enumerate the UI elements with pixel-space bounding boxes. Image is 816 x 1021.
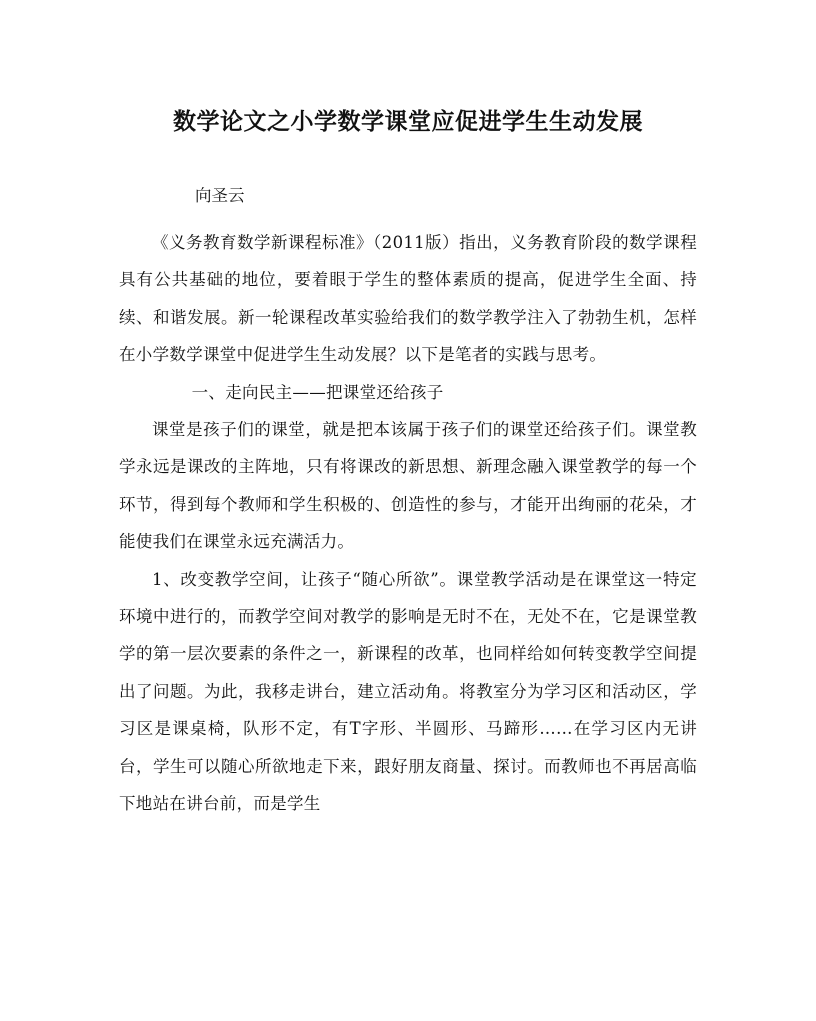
section-heading-1: 一、走向民主——把课堂还给孩子 [191, 382, 444, 402]
author-name: 向圣云 [195, 186, 245, 205]
document-body [119, 224, 697, 823]
paragraph-point-1: 1、改变教学空间，让孩子“随心所欲”。课堂教学活动是在课堂这一特定环境中进行的，而教学空间对教学的影响是无时不在，无处不在，它是课堂教学的第一层次要素的条件之一，新课程的改革，也同样给如何转变教学空间提出了问题。为此，我移走讲台，建立活动角。将教室分为学习区和活动区，学习区是课桌椅，队形不定，有T字形、半圆形、马蹄形……在学习区内无讲台，学生可以随心所欲地走下来，跟好朋友商量、探讨。而教师也不再居高临下地站在讲台前，而是学生 [119, 569, 697, 814]
document-title: 数学论文之小学数学课堂应促进学生生动发展 [173, 108, 643, 135]
paragraph-section-1: 课堂是孩子们的课堂，就是把本该属于孩子们的课堂还给孩子们。课堂教学永远是课改的主阵地，只有将课改的新思想、新理念融入课堂教学的每一个环节，得到每个教师和学生积极的、创造性的参与，才能开出绚丽的花朵，才能使我们在课堂永远充满活力。 [119, 420, 697, 552]
paragraph-intro: 《义务教育数学新课程标准》（2011版）指出，义务教育阶段的数学课程具有公共基础的地位，要着眼于学生的整体素质的提高，促进学生全面、持续、和谐发展。新一轮课程改革实验给我们的数学教学注入了勃勃生机，怎样在小学数学课堂中促进学生生动发展？以下是笔者的实践与思考。 [119, 233, 697, 365]
